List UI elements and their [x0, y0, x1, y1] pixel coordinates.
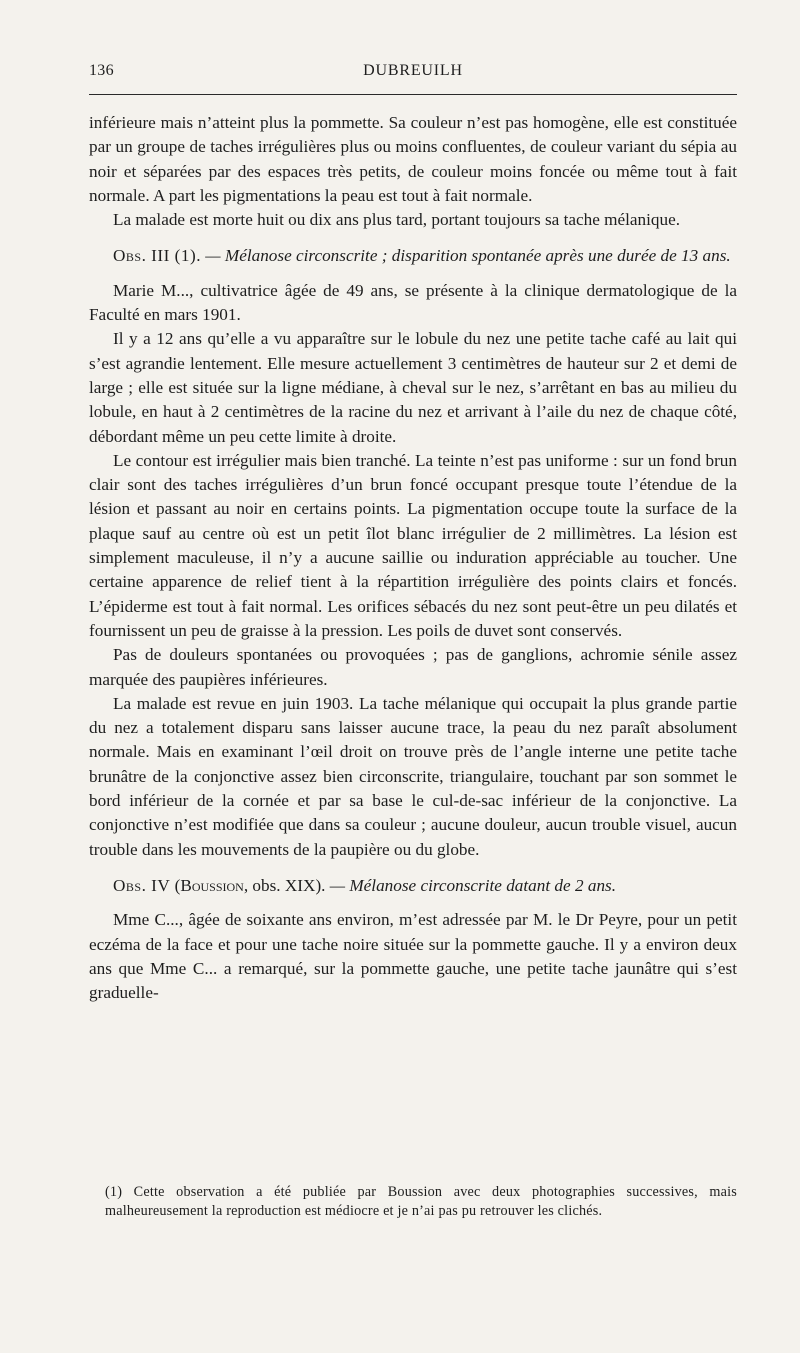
observation-title: — Mélanose circonscrite datant de 2 ans. — [329, 875, 617, 895]
page-number: 136 — [89, 62, 114, 79]
observation-label: Obs. IV — [113, 875, 171, 895]
footnote-text: (1) Cette observation a été publiée par Boussion avec deux photographies successives, mais malheureusement la reproduction est médiocre et je n’ai pas pu retrouver les clichés. — [105, 1184, 737, 1219]
observation-author: (Boussion, — [174, 875, 249, 895]
observation-title: — Mélanose circonscrite ; disparition spontanée après une durée de 13 ans. — [205, 246, 731, 266]
observation-heading — [89, 874, 737, 898]
observation-ref: obs. XIX). — [252, 875, 326, 895]
observation-label: Obs. III (1). — [113, 246, 201, 266]
footnote — [105, 1183, 737, 1221]
header-rule — [89, 94, 737, 95]
paragraph: Pas de douleurs spontanées ou provoquées ; pas de ganglions, achromie sénile assez marquée des paupières inférieures. — [89, 645, 737, 689]
body-text — [89, 111, 737, 1005]
paragraph: Marie M..., cultivatrice âgée de 49 ans, se présente à la clinique dermatologique de la Faculté en mars 1901. — [89, 280, 737, 325]
running-title: DUBREUILH — [363, 62, 463, 79]
observation-heading — [89, 244, 737, 268]
page — [89, 60, 737, 1005]
paragraph: La malade est morte huit ou dix ans plus tard, portant toujours sa tache mélanique. — [113, 210, 681, 230]
paragraph: Le contour est irrégulier mais bien tranché. La teinte n’est pas uniforme : sur un fond brun clair sont des taches irrégulières d’un brun foncé occupant presque toute l’étendue de la lésion et passant au noir en certains points. La pigmentation occupe toute la surface de la plaque sauf au centre où est un petit îlot blanc irrégulier de 2 millimètres. La lésion est simplement maculeuse, il n’y a aucune saillie ou induration appréciable au toucher. Une certaine apparence de relief tient à la répartition irrégulière des points clairs et foncés. L’épiderme est tout à fait normal. Les orifices sébacés du nez sont peut-être un peu dilatés et fournissent un peu de graisse à la pression. Les poils de duvet sont conservés. — [89, 450, 737, 640]
paragraph: inférieure mais n’atteint plus la pommette. Sa couleur n’est pas homogène, elle est constituée par un groupe de taches irrégulières plus ou moins confluentes, de couleur variant du sépia au noir et séparées par des espaces très petits, de couleur moins foncée ou même tout à fait normale. A part les pigmentations la peau est tout à fait normale. — [89, 113, 737, 205]
page-header — [89, 60, 737, 86]
paragraph: La malade est revue en juin 1903. La tache mélanique qui occupait la plus grande partie du nez a totalement disparu sans laisser aucune trace, la peau du nez paraît absolument normale. Mais en examinant l’œil droit on trouve près de l’angle interne une petite tache brunâtre de la conjonctive assez bien circonscrite, triangulaire, touchant par son sommet le bord inférieur de la cornée et par sa base le cul-de-sac inférieur de la conjonctive. La conjonctive n’est modifiée que dans sa couleur ; aucune douleur, aucun trouble visuel, aucun trouble dans les mouvements de la paupière ou du globe. — [89, 693, 737, 859]
paragraph: Il y a 12 ans qu’elle a vu apparaître sur le lobule du nez une petite tache café au lait qui s’est agrandie lentement. Elle mesure actuellement 3 centimètres de hauteur sur 2 et demi de large ; elle est située sur la ligne médiane, à cheval sur le nez, s’arrêtant en bas au milieu du lobule, en haut à 2 centimètres de la racine du nez et arrivant à l’aile du nez de chaque côté, débordant même un peu cette limite à droite. — [89, 329, 737, 446]
paragraph: Mme C..., âgée de soixante ans environ, m’est adressée par M. le Dr Peyre, pour un petit eczéma de la face et pour une tache noire située sur la pommette gauche. Il y a environ deux ans que Mme C... a remarqué, sur la pommette gauche, une petite tache jaunâtre qui s’est graduelle- — [89, 910, 737, 1003]
